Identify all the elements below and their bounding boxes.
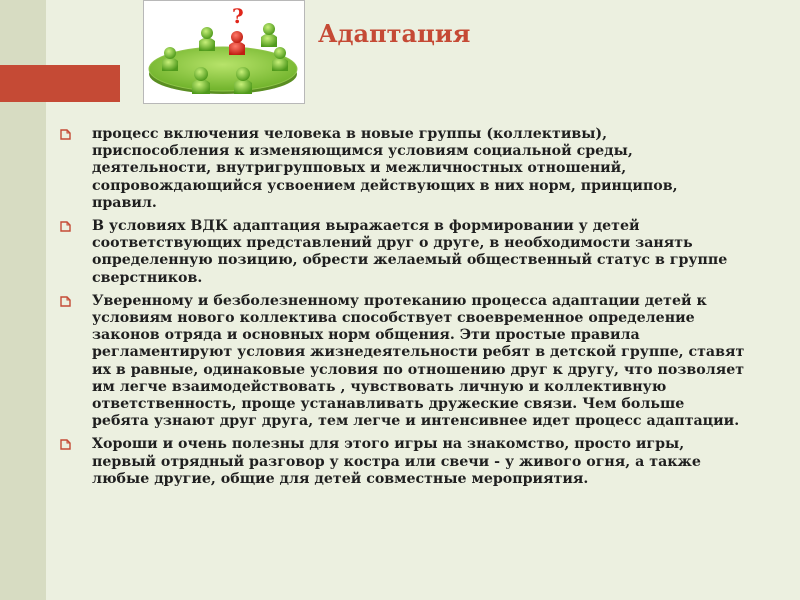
list-item xyxy=(60,218,746,287)
question-mark: ? xyxy=(232,4,244,28)
person-figure xyxy=(261,23,277,47)
bullet-text: Хороши и очень полезны для этого игры на знакомство, просто игры, первый отрядный разговор у костра или свечи - у живого огня, а также любые другие, общие для детей совместные мероприятия. xyxy=(92,436,701,487)
bullet-icon xyxy=(60,296,71,307)
person-figure-red xyxy=(229,31,245,55)
bullet-text: процесс включения человека в новые группы (коллективы), приспособления к изменяющимся условиям социальной среды, деятельности, внутригрупповых и межличностных отношений, сопровождающийся усвоением действующих в них норм, принципов, правил. xyxy=(92,126,678,211)
list-item xyxy=(60,436,746,488)
list-item xyxy=(60,126,746,212)
bullet-icon xyxy=(60,221,71,232)
accent-bar xyxy=(0,65,120,102)
slide-title: Адаптация xyxy=(318,19,471,48)
bullet-text: В условиях ВДК адаптация выражается в формировании у детей соответствующих представлений друг о друге, в необходимости занять определенную позицию, обрести желаемый общественный статус в группе сверстников. xyxy=(92,218,728,286)
bullet-text: Уверенному и безболезненному протеканию процесса адаптации детей к условиям нового коллектива способствует своевременное определение законов отряда и основных норм общения. Эти простые правила регламентируют условия жизнедеятельности ребят в детской группе, ставят их в равные, одинаковые условия по отношению друг к другу, что позволяет им легче взаимодействовать , чувствовать личную и коллективную ответственность, проще устанавливать дружеские связи. Чем больше ребята узнают друг друга, тем легче и интенсивнее идет процесс адаптации. xyxy=(92,292,745,430)
bullet-icon xyxy=(60,129,71,140)
bullet-icon xyxy=(60,439,71,450)
team-illustration xyxy=(143,0,305,104)
bullet-list xyxy=(60,126,746,494)
person-figure xyxy=(199,27,215,51)
list-item xyxy=(60,293,746,431)
